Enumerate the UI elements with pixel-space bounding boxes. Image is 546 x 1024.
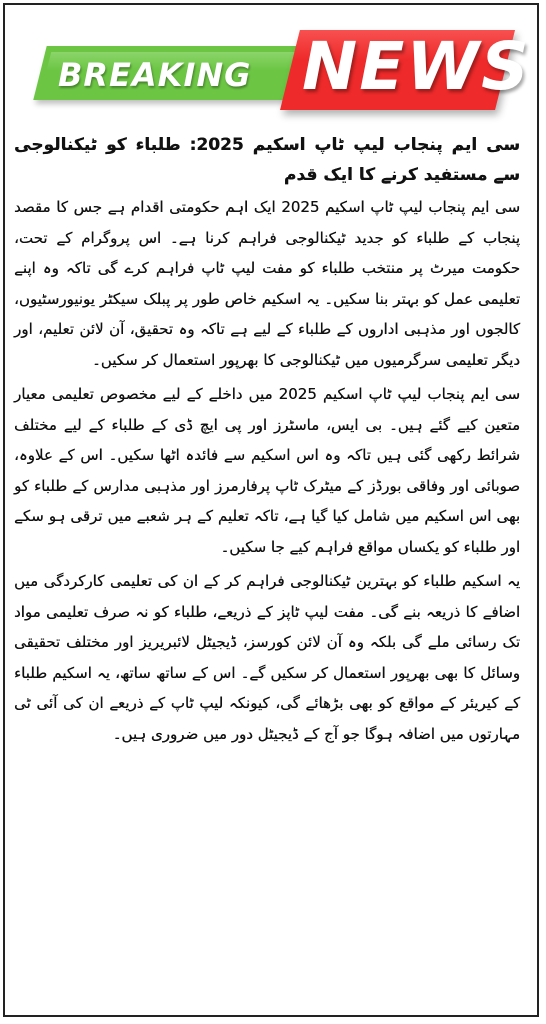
article-heading: سی ایم پنجاب لیپ ٹاپ اسکیم 2025: طلباء کو ٹیکنالوجی سے مستفید کرنے کا ایک قدم — [14, 135, 520, 185]
news-label: NEWS — [302, 28, 531, 105]
article-paragraph-1: سی ایم پنجاب لیپ ٹاپ اسکیم 2025 ایک اہم حکومتی اقدام ہے جس کا مقصد پنجاب کے طلباء کو جدید ٹیکنالوجی فراہم کرنا ہے۔ اس پروگرام کے تحت، حکومت میرٹ پر منتخب طلباء کو مفت لیپ ٹاپ فراہم کرے گی تاکہ وہ اپنے تعلیمی عمل کو بہتر بنا سکیں۔ یہ اسکیم خاص طور پر پبلک سیکٹر یونیورسٹیوں، کالجوں اور مذہبی اداروں کے طلباء کے لیے ہے تاکہ وہ تحقیق، آن لائن تعلیم، اور دیگر تعلیمی سرگرمیوں میں ٹیکنالوجی کا بھرپور استعمال کر سکیں۔ — [14, 198, 520, 369]
article-paragraph-3: یہ اسکیم طلباء کو بہترین ٹیکنالوجی فراہم کر کے ان کی تعلیمی کارکردگی میں اضافے کا ذریعہ بنے گی۔ مفت لیپ ٹاپز کے ذریعے، طلباء کو نہ صرف تعلیمی مواد تک رسائی ملے گی بلکہ وہ آن لائن کورسز، ڈیجیٹل لائبریریز اور مختلف تحقیقی وسائل کا بھی بھرپور استعمال کر سکیں گے۔ اس کے ساتھ ساتھ، یہ اسکیم طلباء کے کیریئر کے مواقع کو بھی بڑھائے گی، کیونکہ لیپ ٹاپ کے ذریعے ان کی آئی ٹی مہارتوں میں اضافہ ہوگا جو آج کے ڈیجیٹل دور میں ضروری ہیں۔ — [14, 572, 520, 743]
article-paragraph-2: سی ایم پنجاب لیپ ٹاپ اسکیم 2025 میں داخلے کے لیے مخصوص تعلیمی معیار متعین کیے گئے ہیں۔ بی ایس، ماسٹرز اور پی ایچ ڈی کے طلباء کے لیے مختلف شرائط رکھی گئی ہیں تاکہ وہ اس اسکیم سے فائدہ اٹھا سکیں۔ اس کے علاوہ، صوبائی اور وفاقی بورڈز کے میٹرک ٹاپ پرفارمرز اور مذہبی مدارس کے طلباء کو بھی اس اسکیم میں شامل کیا گیا ہے، تاکہ تعلیم کے ہر شعبے میں ترقی ہو سکے اور طلباء کو یکساں مواقع فراہم کیے جا سکیں۔ — [14, 385, 520, 556]
article-body — [14, 130, 520, 753]
breaking-news-banner — [40, 18, 531, 114]
breaking-label: BREAKING — [58, 56, 252, 94]
